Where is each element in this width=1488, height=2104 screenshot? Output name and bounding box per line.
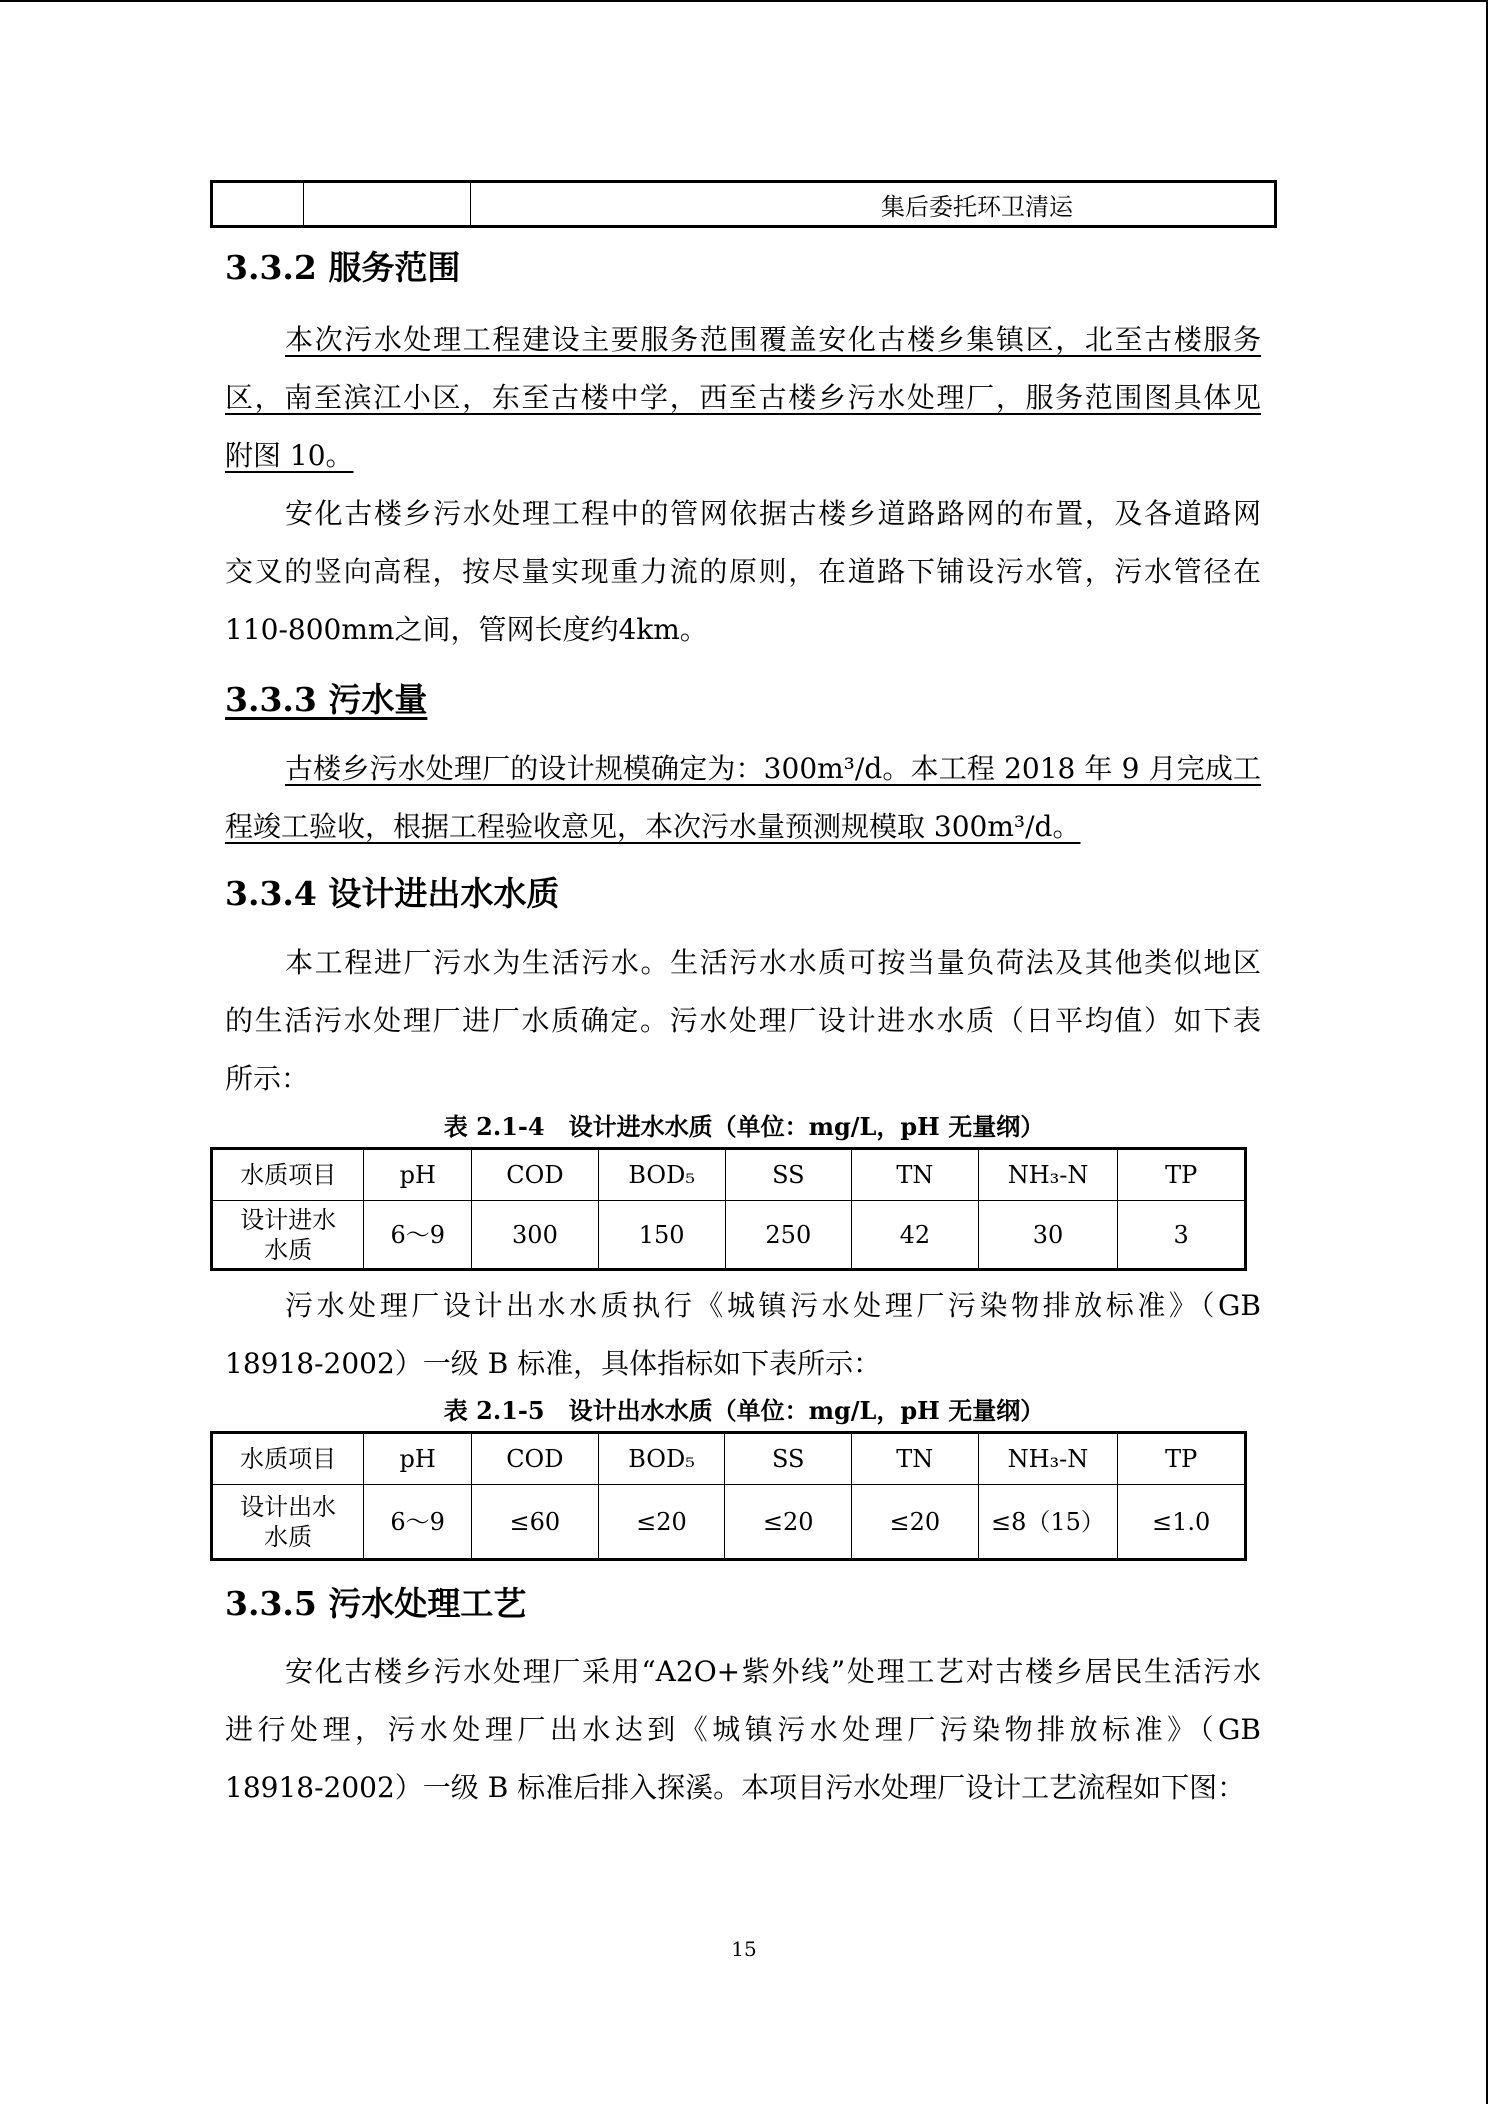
header-cell: TN [851,1433,978,1485]
value-cell: 6～9 [364,1485,472,1560]
paragraph-treatment-process: 安化古楼乡污水处理厂采用“A2O+紫外线”处理工艺对古楼乡居民生活污水 进行处理，污水处理厂出水达到《城镇污水处理厂污染物排放标准》（GB 18918-2002）一级 B 标准后排入探溪。本项目污水处理厂设计工艺流程如下图： [225,1655,1261,1804]
value-cell: ≤8（15） [978,1485,1118,1560]
header-cell: 水质项目 [212,1149,364,1201]
table-row [212,1485,1246,1560]
table-divider [303,183,304,225]
row-label-cell: 设计进水 水质 [212,1201,364,1270]
row-label-cell: 设计出水 水质 [212,1485,364,1560]
value-cell: 6～9 [364,1201,472,1270]
paragraph-effluent-standard: 污水处理厂设计出水水质执行《城镇污水处理厂污染物排放标准》（GB 18918-2002）一级 B 标准，具体指标如下表所示： [225,1289,1261,1380]
continued-table-row [210,180,1277,228]
table-row [212,1201,1246,1270]
effluent-quality-table [210,1431,1247,1561]
header-cell: BOD₅ [598,1433,725,1485]
value-cell: ≤20 [598,1485,725,1560]
section-heading-3-3-5: 3.3.5 污水处理工艺 [225,1584,527,1623]
section-heading-3-3-2: 3.3.2 服务范围 [225,248,461,287]
paragraph-service-scope: 本次污水处理工程建设主要服务范围覆盖安化古楼乡集镇区，北至古楼服务 区，南至滨江小区，东至古楼中学，西至古楼乡污水处理厂，服务范围图具体见 附图 10。 [225,323,1261,472]
header-cell: NH₃-N [978,1433,1118,1485]
header-cell: TN [852,1149,979,1201]
value-cell: ≤20 [851,1485,978,1560]
table-header-row [212,1433,1246,1485]
header-cell: COD [472,1149,599,1201]
table-caption-influent: 表 2.1-4 设计进水水质（单位：mg/L，pH 无量纲） [443,1112,1045,1141]
value-cell: 42 [852,1201,979,1270]
influent-quality-table [210,1147,1247,1271]
paragraph-sewage-volume: 古楼乡污水处理厂的设计规模确定为：300m³/d。本工程 2018 年 9 月完成工 程竣工验收，根据工程验收意见，本次污水量预测规模取 300m³/d。 [225,752,1261,843]
header-cell: pH [364,1433,472,1485]
value-cell: 30 [978,1201,1118,1270]
value-cell: 250 [725,1201,852,1270]
header-cell: TP [1118,1433,1246,1485]
header-cell: BOD₅ [598,1149,725,1201]
value-cell: ≤1.0 [1118,1485,1246,1560]
section-heading-3-3-4: 3.3.4 设计进出水水质 [225,874,560,913]
table-caption-effluent: 表 2.1-5 设计出水水质（单位：mg/L，pH 无量纲） [443,1396,1045,1425]
table-header-row [212,1149,1246,1201]
continued-table-cell: 集后委托环卫清运 [881,192,1073,221]
header-cell: NH₃-N [978,1149,1118,1201]
header-cell: COD [472,1433,599,1485]
paragraph-influent-quality: 本工程进厂污水为生活污水。生活污水水质可按当量负荷法及其他类似地区 的生活污水处理厂进厂水质确定。污水处理厂设计进水水质（日平均值）如下表 所示： [225,946,1261,1095]
table-divider [470,183,471,225]
header-cell: 水质项目 [212,1433,364,1485]
header-cell: SS [725,1433,852,1485]
paragraph-pipe-network: 安化古楼乡污水处理工程中的管网依据古楼乡道路路网的布置，及各道路网 交叉的竖向高程，按尽量实现重力流的原则，在道路下铺设污水管，污水管径在 110-800mm之间，管网长度约4km。 [225,497,1261,646]
value-cell: ≤60 [472,1485,599,1560]
header-cell: TP [1118,1149,1246,1201]
page-number: 15 [731,1937,757,1961]
header-cell: pH [364,1149,472,1201]
page-top-border [0,0,1488,2]
header-cell: SS [725,1149,852,1201]
value-cell: 3 [1118,1201,1246,1270]
value-cell: 150 [598,1201,725,1270]
section-heading-3-3-3: 3.3.3 污水量 [225,680,428,719]
value-cell: ≤20 [725,1485,852,1560]
value-cell: 300 [472,1201,599,1270]
